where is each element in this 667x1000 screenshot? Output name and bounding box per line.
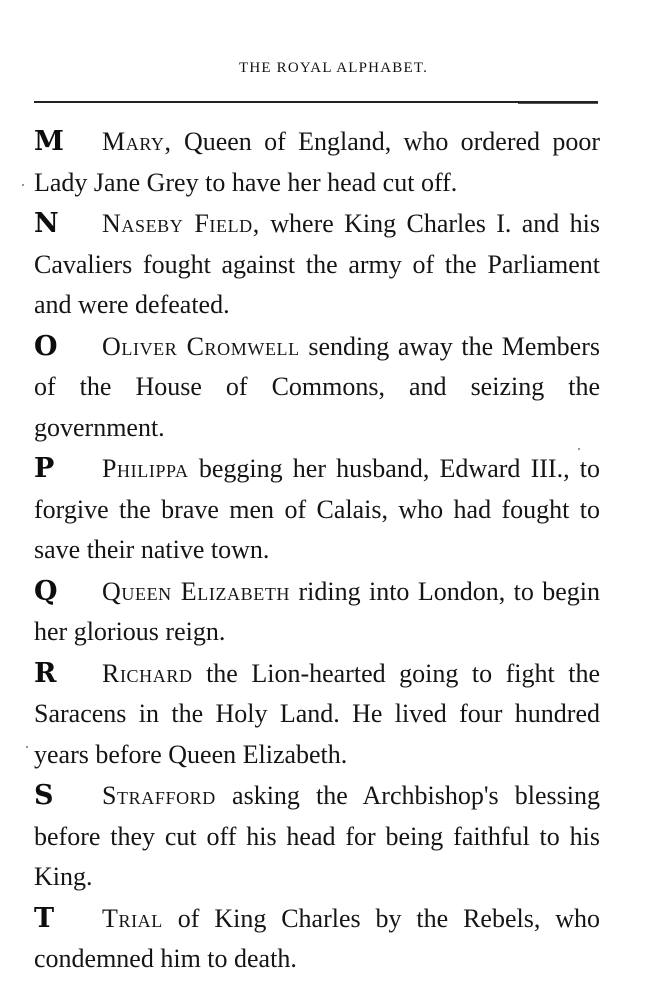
paper-speck: [26, 746, 28, 748]
entry-letter: P: [34, 453, 55, 484]
entry-q: [34, 572, 600, 653]
entry-name: Naseby Field,: [102, 209, 260, 238]
entry-text: asking the Archbishop's blessing before they cut off his head for being faithful to his King.: [34, 781, 600, 891]
entry-p: [34, 449, 600, 571]
entry-text: where King Charles I. and his Cavaliers fought against the army of the Parliament and were defeated.: [34, 209, 601, 319]
entry-name: Trial: [102, 903, 163, 933]
header-rule: [34, 101, 598, 103]
entry-letter: M: [34, 126, 64, 157]
entry-r: [34, 654, 600, 776]
entry-letter: N: [34, 208, 59, 239]
entry-name: Queen Elizabeth: [102, 576, 291, 606]
alphabet-entries: [34, 122, 600, 980]
paper-speck: [578, 448, 580, 450]
entry-text: riding into London, to begin her glorious reign.: [34, 576, 601, 646]
entry-name: Richard: [102, 658, 193, 688]
entry-text: of King Charles by the Rebels, who condemned him to death.: [34, 903, 600, 973]
entry-letter: R: [34, 657, 57, 689]
entry-letter: T: [34, 902, 55, 934]
entry-name: Mary,: [102, 127, 172, 156]
entry-t: [34, 899, 600, 980]
entry-name: Oliver Cromwell: [102, 331, 300, 361]
entry-name: Strafford: [102, 781, 216, 810]
running-title: THE ROYAL ALPHABET.: [238, 60, 429, 76]
entry-text: the Lion-hearted going to fight the Saracens in the Holy Land. He lived four hundred years before Queen Elizabeth.: [34, 658, 600, 769]
entry-name: Philippa: [102, 454, 189, 483]
entry-text: Queen of England, who ordered poor Lady Jane Grey to have her head cut off.: [34, 127, 600, 197]
entry-s: [34, 776, 600, 898]
entry-letter: O: [34, 330, 58, 362]
paper-speck: [22, 184, 24, 186]
entry-text: sending away the Members of the House of Commons, and seizing the government.: [34, 331, 600, 442]
entry-m: [34, 122, 600, 203]
entry-letter: Q: [34, 575, 58, 607]
entry-letter: S: [34, 780, 54, 811]
entry-o: [34, 327, 600, 449]
entry-text: begging her husband, Edward III., to forgive the brave men of Calais, who had fought to save their native town.: [34, 454, 600, 564]
entry-n: [34, 204, 600, 326]
